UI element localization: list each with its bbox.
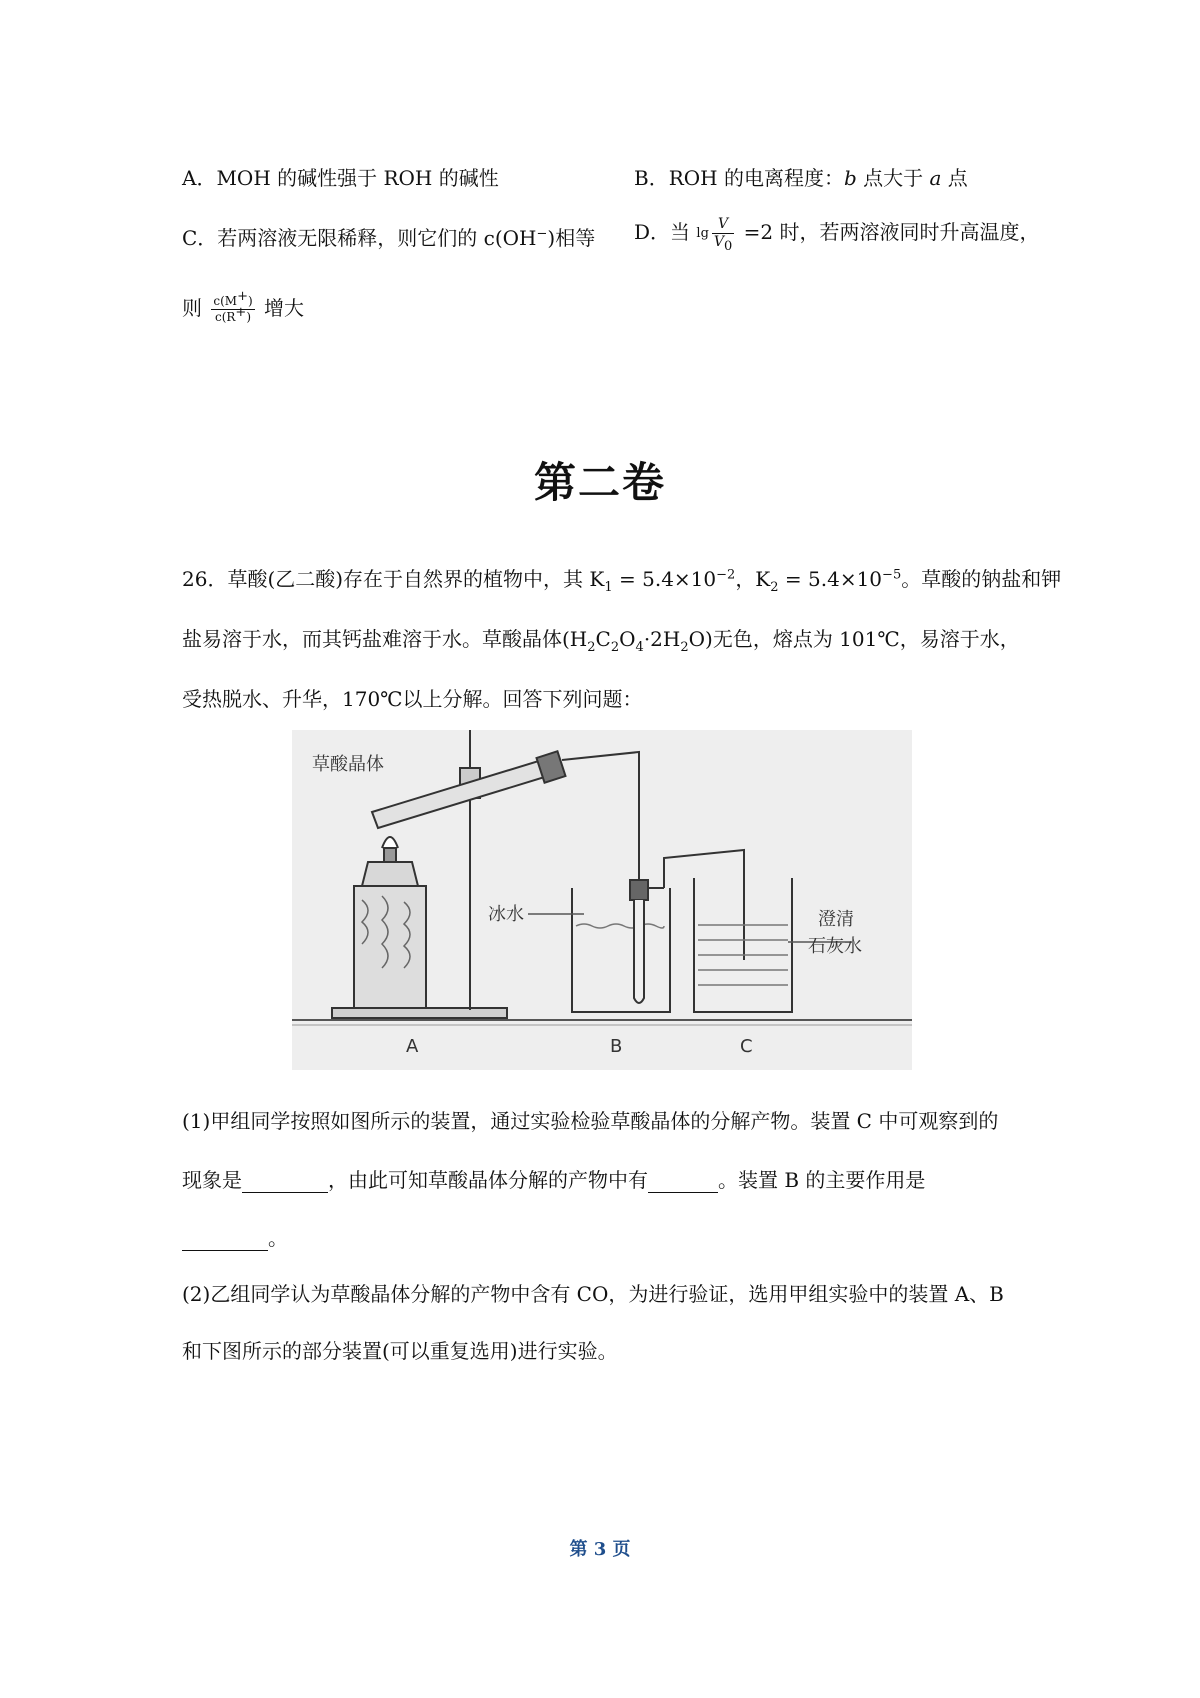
label-limewater-1: 澄清 (818, 909, 854, 930)
q26-l2-s3: 4 (635, 640, 644, 655)
option-d-frac-den-v: V (713, 234, 725, 250)
q26-l1-b: = 5.4×10 (612, 567, 717, 591)
q26-l2-s1: 2 (587, 640, 596, 655)
q26-line-2 (182, 623, 1020, 655)
option-b (634, 162, 968, 191)
q26-l2-s2: 2 (610, 640, 620, 655)
option-c-text-2: )相等 (547, 226, 596, 250)
ratio-den-a: c(R (214, 310, 236, 324)
option-d-lg: lg (696, 226, 709, 241)
part1-l2-b: ，由此可知草酸晶体分解的产物中有 (328, 1168, 648, 1192)
q26-l1-p2: −5 (882, 567, 902, 583)
part1-line-3 (182, 1222, 288, 1251)
option-d-frac-den-sub: 0 (724, 238, 733, 254)
option-c (182, 222, 595, 251)
answer-blank-1[interactable] (242, 1172, 328, 1193)
label-ice-water: 冰水 (488, 904, 524, 925)
option-d-text-2: =2 时，若两溶液同时升高温度， (737, 220, 1040, 244)
q26-l1-a: 26．草酸(乙二酸)存在于自然界的植物中，其 K (182, 567, 605, 591)
label-apparatus-b: B (610, 1036, 623, 1057)
option-a: A．MOH 的碱性强于 ROH 的碱性 (182, 166, 499, 190)
ratio-den-sup: + (235, 305, 247, 320)
part1-l2-c: 。装置 B 的主要作用是 (718, 1168, 926, 1192)
option-d-cont-text-1: 则 (182, 296, 209, 320)
part1-l3: 。 (268, 1226, 288, 1250)
q26-line-3: 受热脱水、升华，170℃以上分解。回答下列问题： (182, 687, 643, 711)
answer-blank-2[interactable] (648, 1172, 718, 1193)
q26-l2-b: C (595, 627, 611, 651)
label-oxalic-crystal: 草酸晶体 (312, 754, 384, 775)
option-b-point-a: a (929, 166, 942, 190)
label-limewater-2: 石灰水 (808, 936, 862, 957)
q26-l2-a: 盐易溶于水，而其钙盐难溶于水。草酸晶体(H (182, 627, 588, 651)
option-b-point-b: b (843, 166, 857, 190)
ratio-den-b: ) (246, 310, 252, 324)
part1-line-1: (1)甲组同学按照如图所示的装置，通过实验检验草酸晶体的分解产物。装置 C 中可观察到的 (182, 1109, 999, 1133)
option-d-continuation (182, 289, 305, 325)
part2-line-2: 和下图所示的部分装置(可以重复选用)进行实验。 (182, 1339, 618, 1363)
option-d-ratio-fraction (211, 289, 254, 325)
option-b-text-3: 点 (941, 166, 968, 190)
ratio-num-a: c(M (213, 294, 238, 308)
q26-l1-p1: −2 (716, 567, 736, 583)
part2-line-1: (2)乙组同学认为草酸晶体分解的产物中含有 CO，为进行验证，选用甲组实验中的装置 A、B (182, 1282, 1004, 1306)
option-d-text-1: D．当 (634, 220, 697, 244)
ratio-num-sup: + (237, 289, 248, 304)
option-c-sup: − (536, 226, 548, 242)
q26-l1-c: ，K (735, 567, 771, 591)
q26-l2-d: ·2H (643, 627, 681, 651)
q26-line-1 (182, 563, 1062, 595)
q26-l1-s1: 1 (604, 580, 613, 595)
option-d-frac-num: V (712, 216, 734, 234)
apparatus-figure (292, 730, 912, 1070)
apparatus-drawing (292, 730, 912, 1070)
q26-l1-d: = 5.4×10 (778, 567, 883, 591)
q26-l2-s4: 2 (680, 640, 689, 655)
q26-l1-e: 。草酸的钠盐和钾 (901, 567, 1062, 591)
label-apparatus-a: A (406, 1036, 419, 1057)
q26-l1-s2: 2 (770, 580, 779, 595)
option-b-text-2: 点大于 (856, 166, 930, 190)
page-number: 第 3 页 (569, 1539, 631, 1560)
option-d-frac-den (712, 234, 734, 254)
option-d (634, 216, 1040, 254)
part1-l2-a: 现象是 (182, 1168, 242, 1192)
option-d-ratio-num (211, 289, 254, 310)
label-apparatus-c: C (740, 1036, 753, 1057)
option-d-fraction (712, 216, 734, 254)
q26-l2-e: O)无色，熔点为 101℃，易溶于水， (688, 627, 1020, 651)
section-title: 第二卷 (533, 458, 666, 507)
option-d-ratio-den (211, 305, 254, 325)
option-c-text-1: C．若两溶液无限稀释，则它们的 c(OH (182, 226, 537, 250)
q26-l2-c: O (619, 627, 636, 651)
part1-line-2 (182, 1164, 925, 1193)
ratio-num-b: ) (247, 294, 253, 308)
answer-blank-3[interactable] (182, 1230, 268, 1251)
option-d-cont-text-2: 增大 (257, 296, 305, 320)
option-b-text-1: B．ROH 的电离程度： (634, 166, 844, 190)
